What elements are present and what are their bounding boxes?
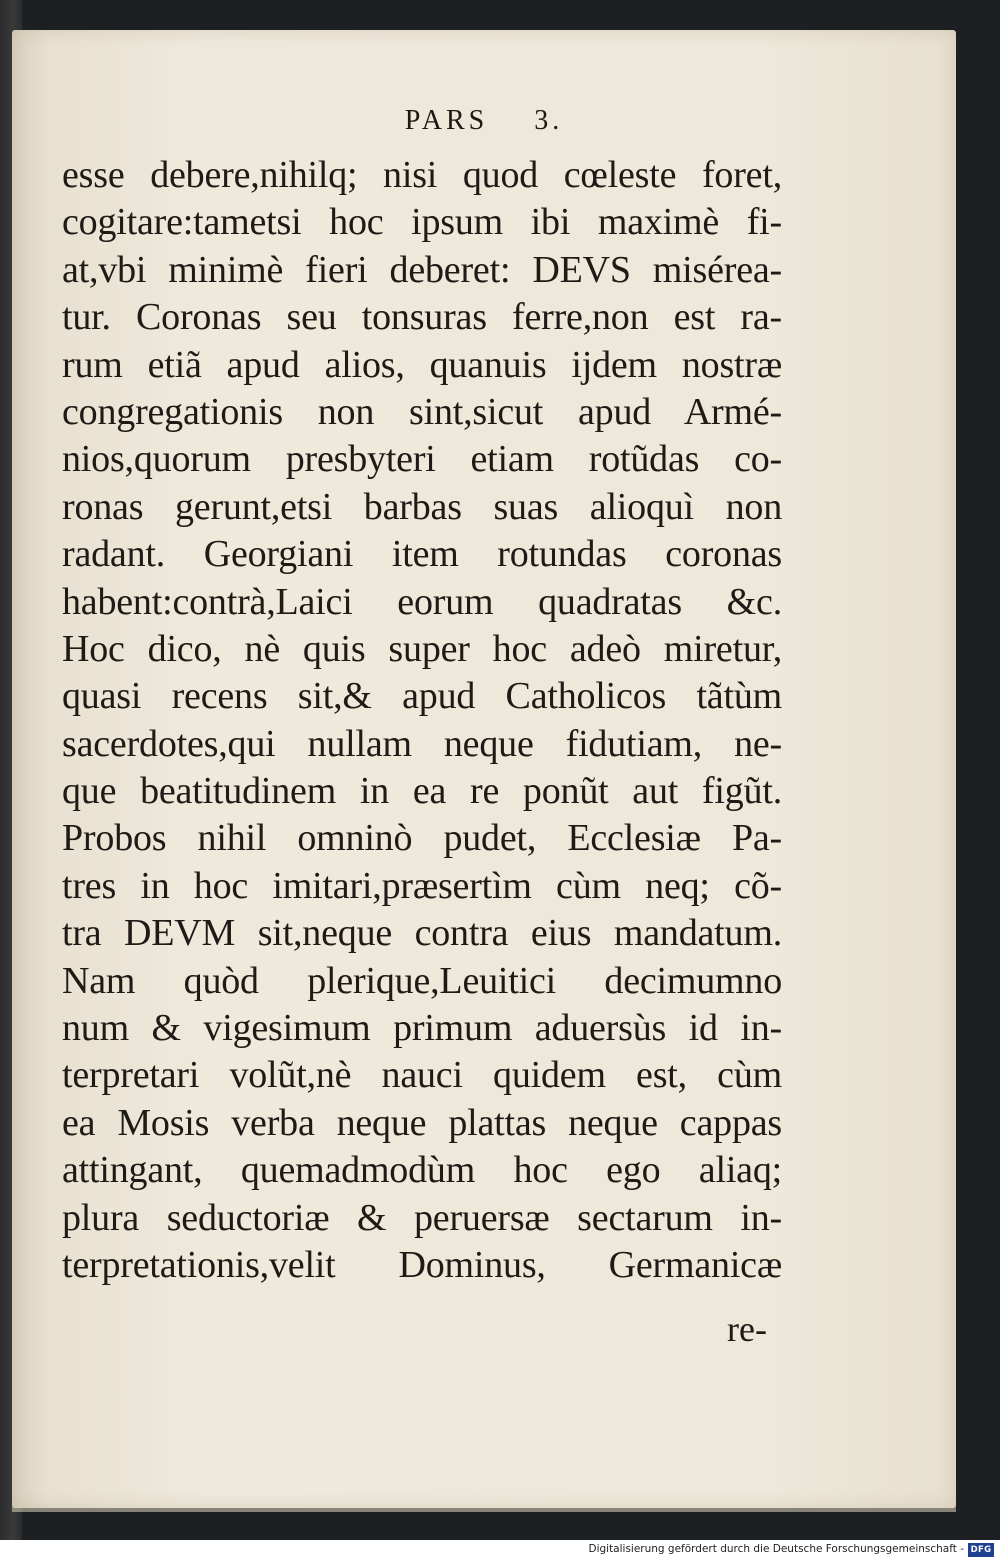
digitization-footer [0, 1540, 1000, 1561]
catchword: re- [727, 1309, 767, 1349]
text-line: tra DEVM sit,neque contra eius mandatum. [62, 912, 782, 955]
running-head [12, 105, 956, 137]
text-line: sacerdotes,qui nullam neque fidutiam, ne- [62, 722, 782, 765]
dfg-logo: DFG [968, 1543, 994, 1557]
funding-credit: Digitalisierung gefördert durch die Deutsche Forschungsgemeinschaft - [588, 1543, 964, 1555]
text-line: esse debere,nihilq; nisi quod cœleste foret, [62, 154, 782, 196]
page-sheet [12, 30, 956, 1508]
text-line: terpretari volũt,nè nauci quidem est, cùm [62, 1054, 782, 1097]
text-line: terpretationis,velit Dominus, Germanicæ [62, 1243, 782, 1286]
text-line: nios,quorum presbyteri etiam rotũdas co- [62, 438, 782, 481]
text-line: tur. Coronas seu tonsuras ferre,non est ra- [62, 296, 782, 339]
running-head-word: PARS [404, 105, 489, 136]
text-line: ea Mosis verba neque plattas neque cappas [62, 1101, 782, 1144]
text-line: plura seductoriæ & peruersæ sectarum in- [62, 1196, 782, 1239]
text-line: tres in hoc imitari,præsertìm cùm neq; cõ- [62, 864, 782, 907]
body-text [62, 152, 782, 1289]
page-number: 3. [534, 105, 564, 136]
text-line: quasi recens sit,& apud Catholicos tãtùm [62, 675, 782, 718]
text-line: congregationis non sint,sicut apud Armé- [62, 390, 782, 433]
text-line: Nam quòd plerique,Leuitici decimumno [62, 959, 782, 1002]
text-line: radant. Georgiani item rotundas coronas [62, 533, 782, 576]
text-line: cogitare:tametsi hoc ipsum ibi maximè fi- [62, 201, 782, 244]
text-line: Probos nihil omninò pudet, Ecclesiæ Pa- [62, 817, 782, 860]
text-line: habent:contrà,Laici eorum quadratas &c. [62, 580, 782, 623]
text-line: Hoc dico, nè quis super hoc adeò miretur, [62, 627, 782, 670]
text-line: rum etiã apud alios, quanuis ijdem nostræ [62, 343, 782, 386]
text-line: num & vigesimum primum aduersùs id in- [62, 1007, 782, 1050]
text-line: attingant, quemadmodùm hoc ego aliaq; [62, 1149, 782, 1192]
text-line: que beatitudinem in ea re ponũt aut figũt. [62, 770, 782, 813]
text-line: ronas gerunt,etsi barbas suas alioquì non [62, 485, 782, 528]
text-line: at,vbi minimè fieri deberet: DEVS misérea- [62, 248, 782, 291]
